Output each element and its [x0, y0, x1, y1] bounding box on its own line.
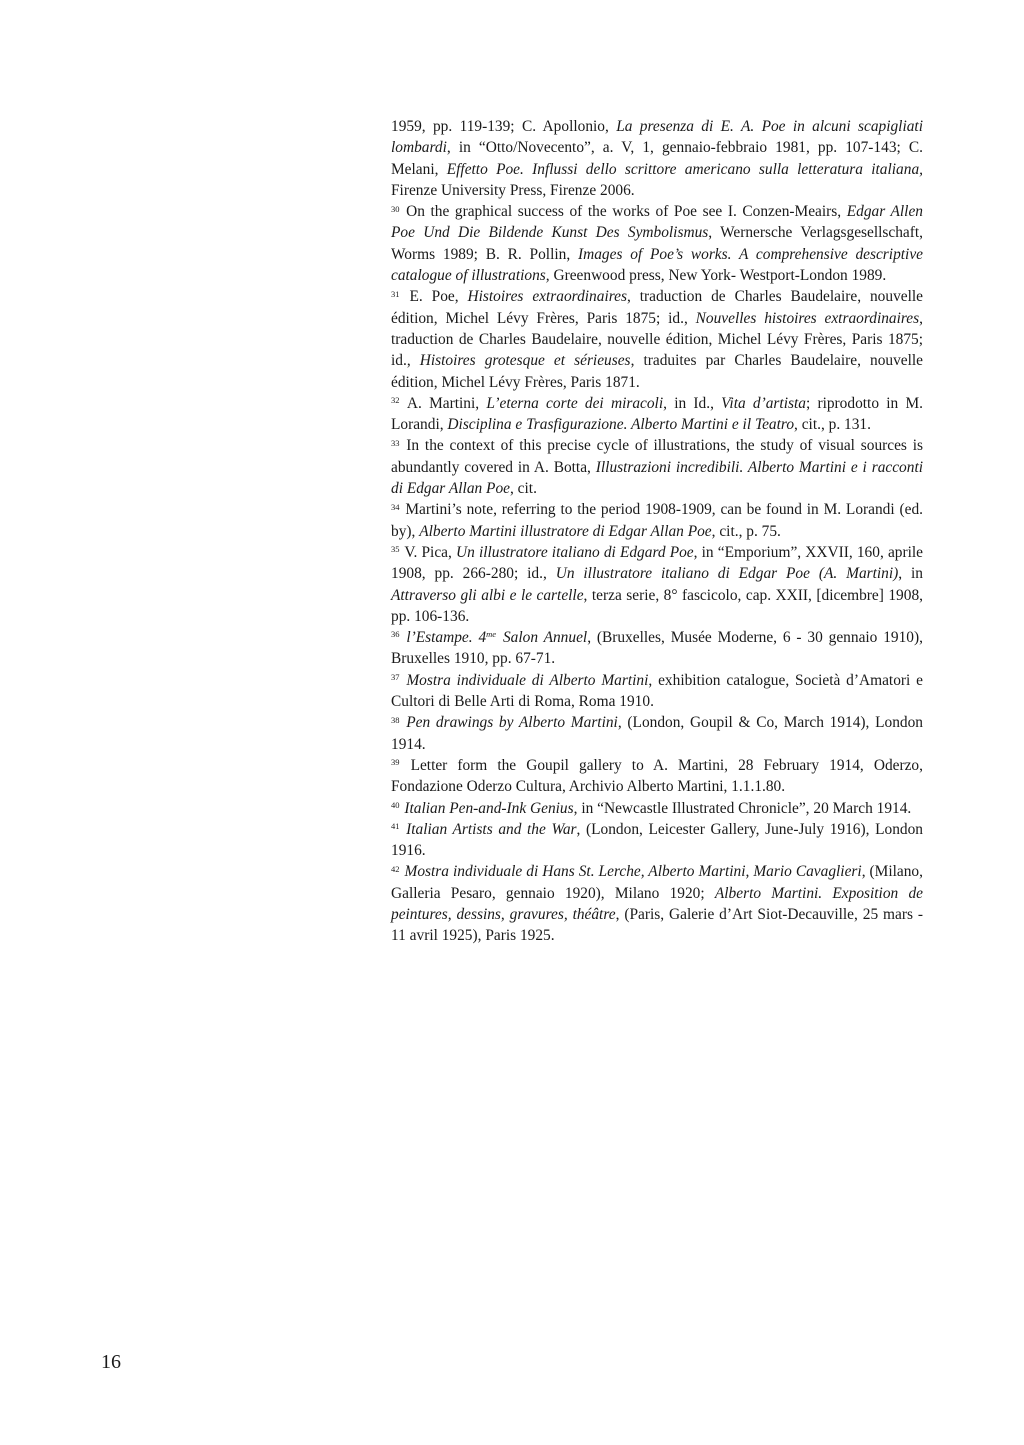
footnote-text: In the context of this precise cycle of illustrations, the study of visual sources is abundantly covered in A. Botta, — [391, 437, 923, 476]
footnote-text: , (Paris, Galerie d’Art Siot-Decauville, 25 mars - 11 avril 1925), Paris 1925. — [391, 905, 923, 945]
footnote-number: 39 — [391, 757, 400, 768]
footnote-text: Firenze University Press, Firenze 2006. — [391, 181, 635, 199]
footnote-italic-text: Mostra individuale di Hans St. Lerche, Alberto Martini, Mario Cavaglieri — [404, 863, 862, 881]
footnote-text: me — [486, 629, 497, 640]
footnote-number: 33 — [391, 437, 400, 448]
footnote-text: , traduites par Charles Baudelaire, nouvelle édition, Michel Lévy Frères, Paris 1871. — [391, 352, 924, 391]
page-number: 16 — [101, 1351, 121, 1373]
footnote-number: 30 — [391, 203, 400, 214]
footnote-number: 41 — [391, 821, 400, 832]
footnote-italic-text: Histoires extraordinaires — [467, 288, 627, 306]
footnote-italic-text: Mostra individuale di Alberto Martini — [406, 671, 649, 689]
footnote — [391, 499, 923, 542]
footnote-text: Greenwood press, New York- Westport-London 1989. — [549, 267, 887, 285]
footnote-number: 34 — [391, 501, 400, 512]
footnote-text: , traduction de Charles Baudelaire, nouvelle édition, Michel Lévy Frères, Paris 1875; id., — [391, 309, 923, 370]
footnote — [391, 116, 923, 201]
footnote-text: , cit., p. 75. — [711, 522, 781, 540]
footnote-text: , exhibition catalogue, Società d’Amatori e Cultori di Belle Arti di Roma, Roma 1910. — [391, 671, 923, 711]
footnote-italic-text: Vita d’artista — [721, 394, 806, 412]
footnote-text: , traduction de Charles Baudelaire, nouvelle édition, Michel Lévy Frères, Paris 1875; id., — [391, 288, 923, 327]
footnote-italic-text: Illustrazioni incredibili. Alberto Martini e i racconti di Edgar Allan Poe — [391, 458, 923, 498]
footnote-text: , cit. — [509, 480, 537, 498]
footnote-text: , cit., p. 131. — [794, 416, 871, 434]
footnote-text: , (London, Goupil & Co, March 1914), London 1914. — [391, 714, 923, 753]
footnote — [391, 755, 923, 798]
footnote-number: 36 — [391, 629, 400, 640]
footnote-number: 32 — [391, 395, 400, 406]
footnote-text: V. Pica, — [404, 543, 456, 561]
footnote-number: 38 — [391, 714, 400, 725]
footnote-text: , in — [898, 565, 923, 583]
footnote-italic-text: Disciplina e Trasfigurazione. Alberto Martini e il Teatro — [447, 416, 795, 434]
footnote-number: 31 — [391, 288, 400, 299]
footnote-italic-text: Images of Poe’s works. A comprehensive descriptive catalogue of illustrations, — [391, 245, 923, 285]
footnote — [391, 627, 923, 670]
footnote-italic-text: Un illustratore italiano di Edgar Poe (A. Martini) — [555, 565, 899, 583]
footnote-italic-text: Un illustratore italiano di Edgard Poe — [456, 543, 694, 561]
footnote-italic-text: Attraverso gli albi e le cartelle — [391, 586, 584, 604]
footnote-italic-text: Effetto Poe. Influssi dello scrittore americano sulla letteratura italiana, — [446, 160, 923, 178]
footnote-italic-text: La presenza di E. A. Poe in alcuni scapigliati lombardi — [391, 118, 923, 157]
footnote-italic-text: Italian Artists and the War — [406, 820, 577, 838]
footnote-italic-text: Alberto Martini illustratore di Edgar Allan Poe — [419, 522, 712, 540]
footnote — [391, 861, 923, 946]
footnote — [391, 286, 923, 392]
footnote-text: E. Poe, — [409, 288, 468, 306]
footnote-text: , (Milano, Galleria Pesaro, gennaio 1920), Milano 1920; — [391, 863, 923, 902]
footnote — [391, 819, 923, 862]
footnote-text: , in “Otto/Novecento”, a. V, 1, gennaio-febbraio 1981, pp. 107-143; C. Melani, — [391, 139, 923, 178]
footnote — [391, 670, 923, 713]
footnote-italic-text: L’eterna corte dei miracoli — [486, 394, 664, 412]
footnote-text: , in “Emporium”, XXVII, 160, aprile 1908, pp. 266-280; id., — [391, 543, 923, 583]
footnote-italic-text: Edgar Allen Poe Und Die Bildende Kunst Des Symbolismus — [391, 203, 923, 242]
footnote-text: ; riprodotto in M. Lorandi, — [391, 394, 923, 434]
footnote-italic-text: Italian Pen-and-Ink Genius — [404, 799, 574, 817]
footnote-italic-text: Salon Annuel — [497, 629, 588, 647]
footnote — [391, 435, 923, 499]
footnote-text: Letter form the Goupil gallery to A. Martini, 28 February 1914, Oderzo, Fondazione Oderzo Cultura, Archivio Alberto Martini, 1.1.1.80. — [391, 756, 923, 796]
footnote-number: 42 — [391, 863, 400, 874]
footnote-text: 1959, pp. 119-139; C. Apollonio, — [391, 118, 617, 135]
footnote-text: Martini’s note, referring to the period 1908-1909, can be found in M. Lorandi (ed. by), — [391, 501, 923, 540]
footnote-text: , terza serie, 8° fascicolo, cap. XXII, [dicembre] 1908, pp. 106-136. — [391, 586, 923, 625]
footnote-text: , (Bruxelles, Musée Moderne, 6 - 30 gennaio 1910), Bruxelles 1910, pp. 67-71. — [391, 629, 923, 668]
footnote-text: , in “Newcastle Illustrated Chronicle”, 20 March 1914. — [573, 799, 912, 817]
footnote-italic-text: Alberto Martini. Exposition de peintures, dessins, gravures, théâtre — [391, 884, 923, 923]
footnote — [391, 712, 923, 755]
footnote-text: , Wernersche Verlagsgesellschaft, Worms 1989; B. R. Pollin, — [391, 224, 923, 263]
footnote-text: A. Martini, — [406, 394, 487, 412]
footnotes-block — [391, 116, 923, 947]
footnote — [391, 798, 923, 819]
footnote — [391, 201, 923, 286]
footnote-text: , (London, Leicester Gallery, June-July 1916), London 1916. — [391, 820, 923, 860]
footnote — [391, 393, 923, 436]
footnote-number: 35 — [391, 544, 400, 555]
footnote-italic-text: Histoires grotesque et sérieuses — [419, 352, 631, 370]
footnote-italic-text: l’Estampe. 4 — [406, 629, 487, 647]
footnote-text: On the graphical success of the works of Poe see I. Conzen-Meairs, — [406, 203, 847, 221]
footnote-number: 40 — [391, 799, 400, 810]
footnote-italic-text: Pen drawings by Alberto Martini — [406, 714, 618, 732]
footnote-italic-text: Nouvelles histoires extraordinaires — [695, 309, 920, 327]
footnote-number: 37 — [391, 672, 400, 683]
footnote — [391, 542, 923, 627]
footnote-text: , in Id., — [663, 394, 722, 412]
